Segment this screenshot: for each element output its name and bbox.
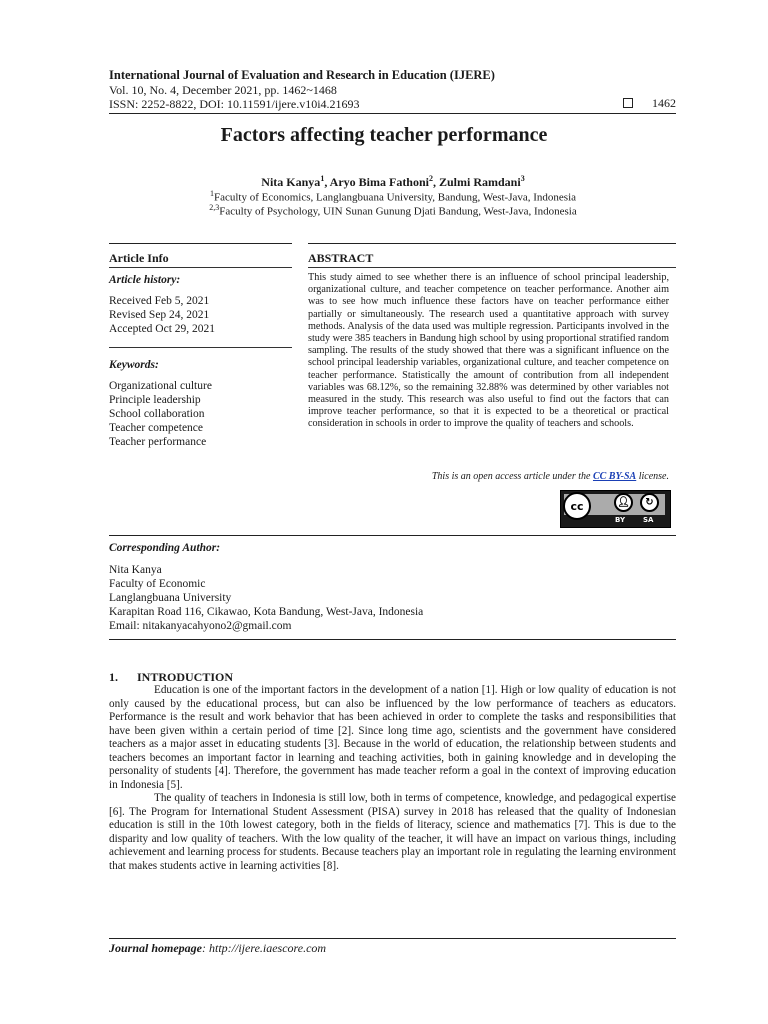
volume-info: Vol. 10, No. 4, December 2021, pp. 1462~1468 [109,83,337,97]
author-name: Zulmi Ramdani [439,175,521,189]
introduction-body [109,684,676,873]
history-heading: Article history: [109,274,181,286]
corresponding-line: Langlangbuana University [109,592,232,604]
issn-doi: ISSN: 2252-8822, DOI: 10.11591/ijere.v10i4.21693 [109,97,360,111]
abstract-text: This study aimed to see whether there is an influence of school principal leadership, organizational culture, and teacher competence on teacher performance. Another aim was to see how much influence these factors have on teacher performance either partially or simultaneously. The research used a quantitative approach with survey methods. Analysis of the data used was multiple regression. Participants involved in the study were 385 teachers in Bandung high school by using proportional stratified random sampling. The results of the study showed that there was a significant influence on the school principal leadership variables, organizational culture, and teacher competence on teacher performance. Statistically the amount of contribution from all independent variables was 68.12%, so the remaining 32.88% was determined by other variables not measured in the study. This research was also useful to find out the factors that can improve teacher performance, so that it is expected to be a theoretical or practical consideration in schools in order to improve the quality of teachers and schools. [308,272,669,430]
keyword-item: Teacher performance [109,436,207,448]
keyword-item: School collaboration [109,408,205,420]
author-sup: 1 [320,174,325,183]
affiliation [0,189,768,204]
cc-by-sa-badge[interactable] [560,490,671,528]
attribution-icon: 👤︎ [614,493,633,512]
share-alike-icon: ↻ [640,493,659,512]
corresponding-email: Email: nitakanyacahyono2@gmail.com [109,620,292,632]
keyword-item: Teacher competence [109,422,204,434]
author-sup: 2 [429,174,433,183]
affiliation [0,203,768,218]
abstract-top-rule [308,243,676,244]
creative-commons-icon: cc [563,492,591,520]
author-sep: , [433,175,439,189]
abstract-heading: ABSTRACT [308,251,374,265]
paper-title: Factors affecting teacher performance [220,124,548,146]
affiliation-text: Faculty of Economics, Langlangbuana University, Bandung, West-Java, Indonesia [213,191,577,204]
corresponding-heading: Corresponding Author: [109,542,221,554]
by-label: BY [615,516,626,524]
abstract-rule [308,267,676,268]
corresponding-line: Faculty of Economic [109,578,206,590]
accepted-date: Accepted Oct 29, 2021 [109,323,216,335]
affiliation-text: Faculty of Psychology, UIN Sunan Gunung Djati Bandung, West-Java, Indonesia [219,205,577,218]
sa-label: SA [643,516,654,524]
affiliation-sup: 1 [209,189,214,198]
homepage-url[interactable]: http://ijere.iaescore.com [209,941,327,955]
article-info-heading: Article Info [109,251,169,265]
oa-suffix: license. [636,471,669,482]
author-name: Aryo Bima Fathoni [329,175,429,189]
author-sup: 3 [520,174,525,183]
article-info-rule [109,267,292,268]
keyword-item: Principle leadership [109,394,201,406]
corresponding-bottom-rule [109,639,676,640]
article-info-top-rule [109,243,292,244]
corresponding-line: Nita Kanya [109,564,162,576]
cc-by-sa-link[interactable]: CC BY-SA [592,471,637,482]
keyword-item: Organizational culture [109,380,212,392]
received-date: Received Feb 5, 2021 [109,295,210,307]
homepage-sep: : [202,941,210,955]
journal-title: International Journal of Evaluation and Research in Education (IJERE) [109,68,495,82]
section-number: 1. [109,670,118,684]
journal-homepage [109,941,326,956]
revised-date: Revised Sep 24, 2021 [109,309,210,321]
header-rule [109,113,676,114]
intro-paragraph: The quality of teachers in Indonesia is still low, both in terms of competence, knowledge, and pedagogical expertise [6]. The Program for International Student Assessment (PISA) survey in 2018 has released that the quality of Indonesian education is still in the 10th lowest category, both in the fields of literacy, science and mathematics [7]. This is due to the disparity and low quality of teachers. With the low quality of the teacher, it will have an impact on various things, including achievement and learning process for students. Because teachers play an important role in regulating the learning environment that makes students active in learning activities [8]. [109,792,676,872]
page-number: 1462 [652,96,676,110]
affiliation-sup: 2,3 [209,203,220,212]
page-box-icon [623,98,633,108]
oa-prefix: This is an open access article under the [431,471,593,482]
corresponding-rule [109,535,676,536]
author-sep: , [324,175,330,189]
section-title: INTRODUCTION [137,670,234,684]
footer-rule [109,938,676,939]
keywords-heading: Keywords: [109,359,159,371]
author-list [0,174,768,190]
author-name: Nita Kanya [261,175,321,189]
intro-paragraph: Education is one of the important factors in the development of a nation [1]. High or low quality of education is not only caused by the educational process, but can also be influenced by the low performance of teachers as educators. Performance is the result and work behavior that has been achieved in order to complete the tasks and responsibilities that have been given within a certain period of time [2]. Since long time ago, scientists and the government have considered teachers as a major asset in educating students [3]. Because in the world of education, the relationship between students and teachers becomes an important factor in learning and teaching activities, both in gaining knowledge and in developing the personality of students [4]. Therefore, the government has made teacher reform a goal in the context of improving education in Indonesia [5]. [109,684,676,791]
open-access-note [432,471,669,482]
corresponding-line: Karapitan Road 116, Cikawao, Kota Bandung, West-Java, Indonesia [109,606,424,618]
homepage-label: Journal homepage [109,941,203,955]
introduction-heading [109,670,233,685]
keywords-rule [109,347,292,348]
